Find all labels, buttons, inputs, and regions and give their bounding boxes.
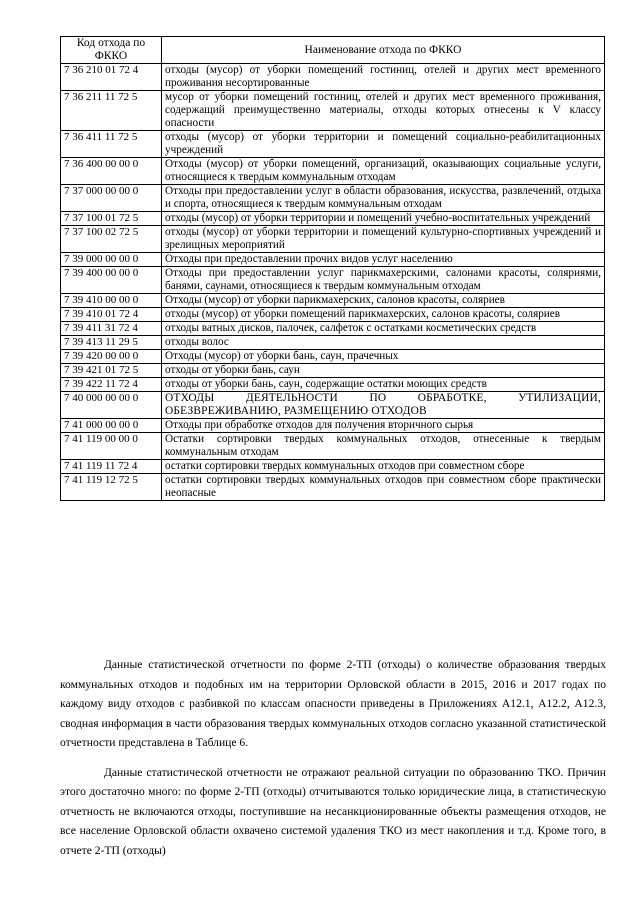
waste-name-cell: Отходы при предоставлении услуг в области образования, искусства, развлечений, отдыха и спорта, относящиеся к твердым коммунальным отходам <box>162 185 605 212</box>
waste-code-cell: 7 39 411 31 72 4 <box>61 322 162 336</box>
table-row <box>61 91 605 131</box>
table-row <box>61 364 605 378</box>
waste-table-container <box>60 36 606 501</box>
waste-name-cell: остатки сортировки твердых коммунальных отходов при совместном сборе практически неопасные <box>162 474 605 501</box>
table-row <box>61 419 605 433</box>
table-row <box>61 433 605 460</box>
waste-name-cell: Отходы при обработке отходов для получения вторичного сырья <box>162 419 605 433</box>
waste-classification-table <box>60 36 605 501</box>
waste-code-cell: 7 39 410 01 72 4 <box>61 308 162 322</box>
waste-name-cell: Отходы (мусор) от уборки помещений, организаций, оказывающих социальные услуги, относящиеся к твердым коммунальным отходам <box>162 158 605 185</box>
waste-name-cell: Остатки сортировки твердых коммунальных отходов, отнесенные к твердым коммунальным отходам <box>162 433 605 460</box>
table-row <box>61 212 605 226</box>
body-text <box>60 655 606 860</box>
waste-code-cell: 7 36 211 11 72 5 <box>61 91 162 131</box>
waste-name-cell: отходы (мусор) от уборки территории и помещений социально-реабилитационных учреждений <box>162 131 605 158</box>
waste-code-cell: 7 36 400 00 00 0 <box>61 158 162 185</box>
waste-code-cell: 7 36 210 01 72 4 <box>61 64 162 91</box>
waste-name-cell: Отходы при предоставлении услуг парикмахерскими, салонами красоты, соляриями, банями, саунами, относящиеся к твердым коммунальным отходам <box>162 267 605 294</box>
waste-name-cell: отходы от уборки бань, саун <box>162 364 605 378</box>
waste-code-cell: 7 37 000 00 00 0 <box>61 185 162 212</box>
waste-code-cell: 7 41 000 00 00 0 <box>61 419 162 433</box>
table-row <box>61 267 605 294</box>
waste-code-cell: 7 39 421 01 72 5 <box>61 364 162 378</box>
waste-code-cell: 7 41 119 12 72 5 <box>61 474 162 501</box>
waste-name-cell: отходы (мусор) от уборки территории и помещений учебно-воспитательных учреждений <box>162 212 605 226</box>
table-row <box>61 158 605 185</box>
table-row <box>61 350 605 364</box>
table-row <box>61 392 605 419</box>
waste-code-cell: 7 39 413 11 29 5 <box>61 336 162 350</box>
waste-name-cell: отходы (мусор) от уборки помещений гостиниц, отелей и других мест временного проживания несортированные <box>162 64 605 91</box>
waste-name-cell: мусор от уборки помещений гостиниц, отелей и других мест временного проживания, содержащий преимущественно материалы, отходы которых отнесены к V классу опасности <box>162 91 605 131</box>
code-column-header: Код отхода по ФККО <box>61 37 162 64</box>
waste-name-cell: Отходы (мусор) от уборки бань, саун, прачечных <box>162 350 605 364</box>
table-row <box>61 378 605 392</box>
waste-code-cell: 7 36 411 11 72 5 <box>61 131 162 158</box>
waste-code-cell: 7 39 420 00 00 0 <box>61 350 162 364</box>
table-row <box>61 474 605 501</box>
table-row <box>61 336 605 350</box>
waste-name-cell: Отходы (мусор) от уборки парикмахерских, салонов красоты, соляриев <box>162 294 605 308</box>
waste-name-cell: остатки сортировки твердых коммунальных отходов при совместном сборе <box>162 460 605 474</box>
waste-name-cell: отходы (мусор) от уборки территории и помещений культурно-спортивных учреждений и зрелищных мероприятий <box>162 226 605 253</box>
waste-code-cell: 7 39 000 00 00 0 <box>61 253 162 267</box>
waste-name-cell: Отходы при предоставлении прочих видов услуг населению <box>162 253 605 267</box>
waste-code-cell: 7 37 100 02 72 5 <box>61 226 162 253</box>
name-column-header: Наименование отхода по ФККО <box>162 37 605 64</box>
waste-code-cell: 7 41 119 00 00 0 <box>61 433 162 460</box>
waste-name-cell: отходы ватных дисков, палочек, салфеток с остатками косметических средств <box>162 322 605 336</box>
table-row <box>61 64 605 91</box>
paragraph: Данные статистической отчетности не отражают реальной ситуации по образованию ТКО. Причин этого достаточно много: по форме 2-ТП (отходы) отчитываются только юридические лица, в статистическую отчетность не включаются отходы, поступившие на несанкционированные объекты размещения отходов, не все население Орловской области охвачено системой удаления ТКО из мест накопления и т.д. Кроме того, в отчете 2-ТП (отходы) <box>60 765 606 857</box>
table-row <box>61 308 605 322</box>
waste-name-cell: ОТХОДЫ ДЕЯТЕЛЬНОСТИ ПО ОБРАБОТКЕ, УТИЛИЗАЦИИ, ОБЕЗВРЕЖИВАНИЮ, РАЗМЕЩЕНИЮ ОТХОДОВ <box>162 392 605 419</box>
table-row <box>61 322 605 336</box>
table-row <box>61 131 605 158</box>
waste-name-cell: отходы (мусор) от уборки помещений парикмахерских, салонов красоты, соляриев <box>162 308 605 322</box>
waste-code-cell: 7 39 422 11 72 4 <box>61 378 162 392</box>
waste-code-cell: 7 37 100 01 72 5 <box>61 212 162 226</box>
waste-code-cell: 7 40 000 00 00 0 <box>61 392 162 419</box>
table-row <box>61 294 605 308</box>
waste-code-cell: 7 41 119 11 72 4 <box>61 460 162 474</box>
table-row <box>61 185 605 212</box>
waste-code-cell: 7 39 410 00 00 0 <box>61 294 162 308</box>
table-header-row <box>61 37 605 64</box>
table-row <box>61 460 605 474</box>
table-row <box>61 226 605 253</box>
waste-name-cell: отходы от уборки бань, саун, содержащие остатки моющих средств <box>162 378 605 392</box>
waste-code-cell: 7 39 400 00 00 0 <box>61 267 162 294</box>
table-row <box>61 253 605 267</box>
paragraph: Данные статистической отчетности по форме 2-ТП (отходы) о количестве образования твердых коммунальных отходов и подобных им на территории Орловской области в 2015, 2016 и 2017 годах по каждому виду отходов с разбивкой по классам опасности приведены в Приложениях А12.1, А12.2, А12.3, сводная информация в части образования твердых коммунальных отходов согласно указанной статистической отчетности представлена в Таблице 6. <box>60 658 606 749</box>
table-body <box>61 64 605 501</box>
waste-name-cell: отходы волос <box>162 336 605 350</box>
